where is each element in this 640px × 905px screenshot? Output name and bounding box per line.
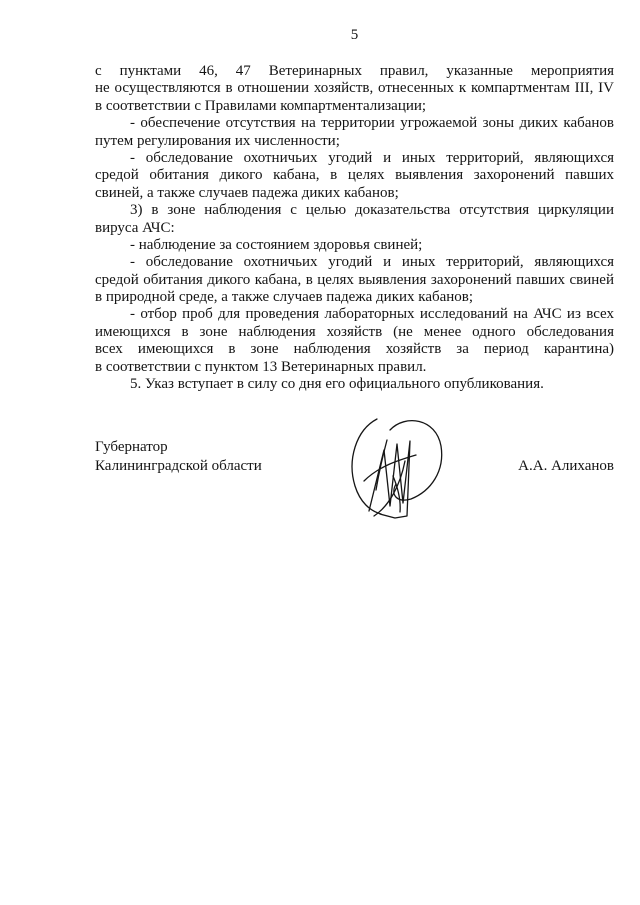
paragraph-line: в соответствии с Правилами компартментализации; [95, 97, 427, 114]
signature-stroke [352, 419, 381, 514]
paragraph [95, 254, 614, 306]
paragraph [95, 115, 614, 150]
paragraph-line: свиней, а также случаев падежа диких кабанов; [95, 184, 399, 201]
paragraph [95, 202, 614, 237]
paragraph-line: 5. Указ вступает в силу со дня его официального опубликования. [130, 376, 544, 393]
paragraph-line: - отбор проб для проведения лабораторных исследований на АЧС из всех [130, 306, 614, 323]
signatory-title [95, 438, 355, 476]
signatory-region: Калининградской области [95, 458, 262, 474]
paragraph [95, 150, 614, 202]
paragraph-line: средой обитания дикого кабана, в целях выявления захоронений павших свиней [95, 271, 614, 288]
paragraph-line: средой обитания дикого кабана, в целях выявления захоронений павших [95, 167, 614, 184]
paragraph-line: в соответствии с пунктом 13 Ветеринарных правил. [95, 358, 427, 375]
paragraph-line: 3) в зоне наблюдения с целью доказательства отсутствия циркуляции [130, 202, 614, 219]
paragraph-line: - обеспечение отсутствия на территории угрожаемой зоны диких кабанов [130, 115, 614, 132]
paragraph [95, 306, 614, 376]
document-body [95, 63, 614, 393]
paragraph-line: путем регулирования их численности; [95, 132, 340, 149]
signature-stroke [369, 441, 410, 518]
paragraph-line: в природной среде, а также случаев падежа диких кабанов; [95, 289, 474, 306]
paragraph [95, 376, 614, 393]
signatory-position: Губернатор [95, 439, 168, 455]
paragraph-line: вируса АЧС: [95, 219, 175, 236]
paragraph-line: всех имеющихся в зоне наблюдения хозяйств за период карантина) [95, 341, 614, 358]
paragraph [95, 63, 614, 115]
paragraph-line: - обследование охотничьих угодий и иных территорий, являющихся [130, 254, 614, 271]
paragraph-line: с пунктами 46, 47 Ветеринарных правил, указанные мероприятия [95, 63, 614, 79]
paragraph-line: - наблюдение за состоянием здоровья свиней; [130, 236, 423, 253]
paragraph-line: имеющихся в зоне наблюдения хозяйств (не менее одного обследования [95, 323, 614, 340]
signatory-name: А.А. Алиханов [518, 458, 614, 474]
page-number: 5 [350, 27, 359, 43]
paragraph-line: не осуществляются в отношении хозяйств, отнесенных к компартментам III, IV [95, 80, 614, 97]
paragraph-line: - обследование охотничьих угодий и иных территорий, являющихся [130, 149, 614, 166]
handwritten-signature [335, 410, 450, 525]
paragraph [95, 237, 614, 254]
